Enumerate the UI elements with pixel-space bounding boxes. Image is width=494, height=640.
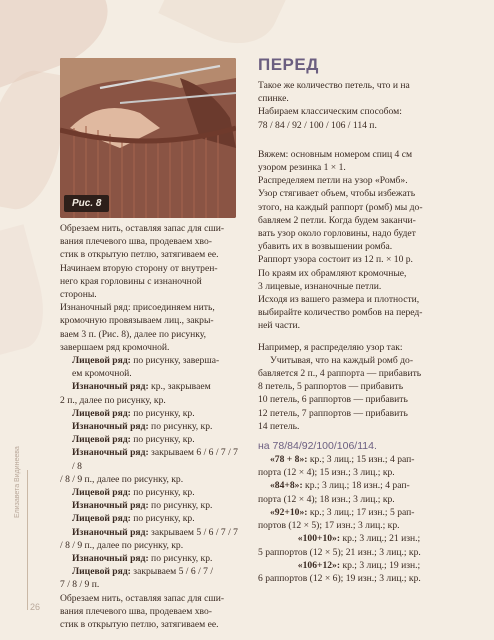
text-line — [258, 354, 448, 367]
row-label: Изнаночный ряд: — [72, 526, 149, 538]
line-text: стик в открытую петлю, затягиваем ее. — [60, 249, 219, 261]
text-line — [60, 446, 238, 472]
row-label: Лицевой ряд: — [72, 434, 131, 446]
sizes-heading: на 78/84/92/100/106/114. — [258, 440, 377, 453]
line-text: Вяжем: основным номером спиц 4 см — [258, 148, 413, 160]
row-label: Лицевой ряд: — [72, 407, 131, 419]
text-line — [258, 201, 448, 214]
line-text: По краям их обрамляют кромочные, — [258, 267, 407, 279]
text-line — [258, 319, 448, 332]
row-label: «106+12»: — [297, 559, 341, 571]
knitting-photo — [60, 58, 236, 218]
text-line — [60, 248, 238, 261]
left-column-text — [60, 222, 238, 631]
line-text: него края горловины с изнаночной — [60, 275, 202, 287]
line-text: Распределяем петли на узор «Ромб». — [258, 175, 408, 187]
line-text: Обрезаем нить, оставляя запас для сши- — [60, 223, 225, 234]
line-text: / 8 / 9 п., далее по рисунку, кр. — [60, 539, 184, 551]
line-text: Начинаем вторую сторону от внутрен- — [60, 262, 218, 274]
text-line — [60, 499, 238, 512]
text-line — [258, 293, 448, 306]
line-text: по рисунку, кр. — [130, 434, 195, 446]
line-text: Узор стягивает объем, чтобы избежать — [258, 188, 416, 200]
text-line — [258, 306, 448, 319]
line-text: кр.; 3 лиц.; 19 изн.; — [340, 559, 421, 571]
text-line — [60, 565, 238, 578]
line-text: 3 лицевые, изнаночные петли. — [258, 280, 382, 292]
line-text: вания плечевого шва, продеваем хво- — [60, 605, 212, 617]
text-line — [258, 240, 448, 253]
line-text: 14 петель. — [258, 420, 300, 432]
text-line — [258, 79, 448, 92]
line-text: по рисунку, кр. — [148, 553, 213, 565]
text-line — [258, 148, 448, 161]
text-line — [60, 552, 238, 565]
text-line — [258, 493, 448, 506]
row-label: «84+8»: — [270, 480, 303, 492]
text-line — [258, 420, 448, 433]
line-text: закрываем 6 / 6 / 7 / 7 / 8 — [72, 447, 238, 472]
line-text: по рисунку, кр. — [130, 407, 195, 419]
text-line — [258, 174, 448, 187]
line-text: 2 п., далее по рисунку, кр. — [60, 394, 166, 406]
text-line — [258, 546, 448, 559]
text-line — [258, 161, 448, 174]
line-text: вания плечевого шва, продеваем хво- — [60, 236, 212, 248]
line-text: кр.; 3 лиц.; 18 изн.; 4 рап- — [302, 480, 410, 492]
text-line — [60, 473, 238, 486]
line-text: убавить их в возвышении ромба. — [258, 241, 393, 253]
line-text: по рисунку, кр. — [130, 513, 195, 525]
line-text: Учитывая, что на каждый ромб до- — [270, 354, 414, 366]
line-text: порта (12 × 4); 15 изн.; 3 лиц.; кр. — [258, 467, 395, 479]
row-label: «100+10»: — [297, 533, 341, 545]
example-paragraph — [258, 341, 448, 433]
text-line — [258, 187, 448, 200]
text-line — [60, 433, 238, 446]
text-line — [60, 578, 238, 591]
row-label: Изнаночный ряд: — [72, 553, 149, 565]
text-line — [258, 105, 448, 118]
line-text: 6 раппортов (12 × 6); 19 изн.; 3 лиц.; кр. — [258, 572, 421, 584]
line-text: Например, я распределяю узор так: — [258, 341, 403, 353]
text-line — [60, 394, 238, 407]
line-text: ней части. — [258, 320, 300, 332]
line-text: по рисунку, заверша- — [130, 355, 220, 367]
line-text: кр.; 3 лиц.; 17 изн.; 5 рап- — [307, 506, 415, 518]
text-line — [258, 267, 448, 280]
line-text: кр.; 3 лиц.; 15 изн.; 4 рап- — [307, 454, 415, 466]
row-label: Лицевой ряд: — [72, 355, 131, 367]
text-line — [258, 572, 448, 585]
section-title: ПЕРЕД — [258, 55, 319, 74]
row-label: Изнаночный ряд: — [72, 381, 149, 393]
text-line — [258, 453, 448, 466]
line-text: по рисунку, кр. — [148, 500, 213, 512]
pattern-paragraph — [258, 148, 448, 333]
text-line — [258, 407, 448, 420]
line-text: 78 / 84 / 92 / 100 / 106 / 114 п. — [258, 119, 377, 131]
text-line — [60, 341, 238, 354]
right-column-text — [258, 55, 448, 585]
line-text: ем кромочной. — [72, 368, 132, 380]
text-line — [60, 526, 238, 539]
text-line — [60, 605, 238, 618]
intro-paragraph — [258, 79, 448, 132]
text-line — [258, 119, 448, 132]
line-text: бавляется 2 п., 4 раппорта — прибавить — [258, 368, 422, 380]
line-text: порта (12 × 4); 18 изн.; 3 лиц.; кр. — [258, 493, 395, 505]
text-line — [60, 618, 238, 631]
text-line — [258, 380, 448, 393]
line-text: по рисунку, кр. — [130, 487, 195, 499]
row-label: Лицевой ряд: — [72, 566, 131, 578]
author-credit: Елизавета Видинеева — [14, 446, 21, 518]
text-line — [258, 559, 448, 572]
text-line — [258, 479, 448, 492]
text-line — [60, 235, 238, 248]
line-text: / 8 / 9 п., далее по рисунку, кр. — [60, 473, 184, 485]
row-label: Изнаночный ряд: — [72, 421, 149, 433]
margin-divider — [27, 470, 28, 610]
text-line — [60, 539, 238, 552]
text-line — [258, 214, 448, 227]
sizes-list — [258, 453, 448, 585]
decorative-leaf — [0, 224, 55, 355]
line-text: стороны. — [60, 289, 97, 301]
row-label: «92+10»: — [270, 506, 308, 518]
line-text: Раппорт узора состоит из 12 п. × 10 р. — [258, 254, 413, 266]
text-line — [60, 328, 238, 341]
line-text: Набираем классическим способом: — [258, 106, 402, 118]
page-number: 26 — [30, 602, 41, 612]
line-text: Обрезаем нить, оставляя запас для сши- — [60, 592, 225, 604]
row-label: «78 + 8»: — [270, 454, 308, 466]
line-text: кр.; 3 лиц.; 21 изн.; — [340, 533, 421, 545]
text-line — [258, 227, 448, 240]
text-line — [258, 92, 448, 105]
text-line — [258, 532, 448, 545]
line-text: стик в открытую петлю, затягиваем ее. — [60, 619, 219, 631]
line-text: портов (12 × 5); 17 изн.; 3 лиц.; кр. — [258, 520, 400, 532]
text-line — [60, 314, 238, 327]
line-text: спинке. — [258, 93, 289, 105]
text-line — [258, 519, 448, 532]
text-line — [258, 367, 448, 380]
row-label: Изнаночный ряд: — [72, 500, 149, 512]
line-text: закрываем 5 / 6 / 7 / 7 — [148, 526, 238, 538]
text-line — [258, 280, 448, 293]
row-label: Лицевой ряд: — [72, 487, 131, 499]
figure-caption: Рис. 8 — [64, 195, 109, 212]
line-text: 8 петель, 5 раппортов — прибавить — [258, 381, 404, 393]
text-line — [60, 354, 238, 367]
text-line — [60, 407, 238, 420]
text-line — [258, 506, 448, 519]
line-text: узором резинка 1 × 1. — [258, 162, 346, 174]
text-line — [60, 288, 238, 301]
line-text: 5 раппортов (12 × 5); 21 изн.; 3 лиц.; кр. — [258, 546, 421, 558]
text-line — [60, 486, 238, 499]
line-text: Изнаночный ряд: присоединяем нить, — [60, 302, 215, 314]
text-line — [60, 420, 238, 433]
decorative-leaf — [158, 0, 292, 59]
text-line — [60, 380, 238, 393]
line-text: выбирайте количество ромбов на перед- — [258, 307, 423, 319]
line-text: Такое же количество петель, что и на — [258, 80, 410, 91]
line-text: кр., закрываем — [148, 381, 211, 393]
line-text: по рисунку, кр. — [148, 421, 213, 433]
text-line — [60, 512, 238, 525]
line-text: 7 / 8 / 9 п. — [60, 579, 100, 591]
line-text: ваем 3 п. (Рис. 8), далее по рисунку, — [60, 328, 207, 340]
text-line — [258, 341, 448, 354]
line-text: завершаем ряд кромочной. — [60, 341, 170, 353]
text-line — [60, 592, 238, 605]
line-text: бавляем 2 петли. Когда будем заканчи- — [258, 214, 416, 226]
line-text: вать узор около горловины, надо будет — [258, 228, 416, 240]
text-line — [258, 393, 448, 406]
text-line — [60, 275, 238, 288]
line-text: этого, на каждый раппорт (ромб) мы до- — [258, 201, 423, 213]
text-line — [60, 301, 238, 314]
text-line — [60, 222, 238, 235]
text-line — [258, 253, 448, 266]
knitting-illustration — [60, 58, 236, 218]
line-text: 12 петель, 7 раппортов — прибавить — [258, 407, 408, 419]
line-text: кромочную провязываем лиц., закры- — [60, 315, 214, 327]
line-text: Исходя из вашего размера и плотности, — [258, 294, 420, 306]
row-label: Лицевой ряд: — [72, 513, 131, 525]
text-line — [60, 262, 238, 275]
text-line — [258, 466, 448, 479]
line-text: закрываем 5 / 6 / 7 / — [130, 566, 213, 578]
line-text: 10 петель, 6 раппортов — прибавить — [258, 394, 408, 406]
text-line — [60, 367, 238, 380]
row-label: Изнаночный ряд: — [72, 447, 149, 459]
